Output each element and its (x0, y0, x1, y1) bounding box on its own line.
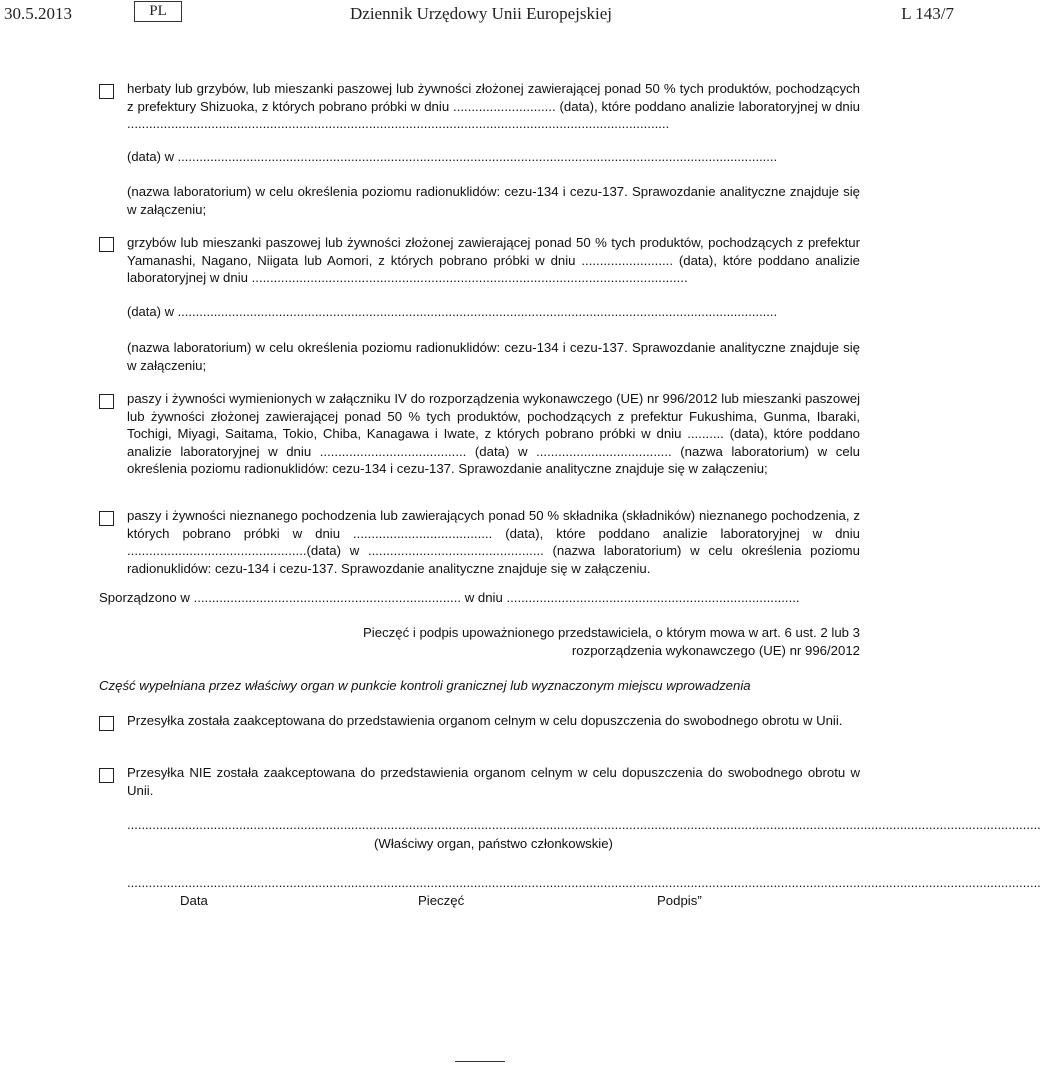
checkbox-shizuoka[interactable] (99, 84, 114, 99)
stamp-label: Pieczęć (418, 893, 465, 908)
footnote-separator (455, 1061, 505, 1062)
checkbox-rejected[interactable] (99, 768, 114, 783)
item-shizuoka-lab: (nazwa laboratorium) w celu określenia poziomu radionuklidów: cezu-134 i cezu-137. Sprawozdanie analityczne znajduje się w załączeniu; (127, 184, 860, 217)
authority-label: (Właściwy organ, państwo członkowskie) (374, 836, 613, 851)
signature-label: Podpis” (657, 893, 702, 908)
journal-title: Dziennik Urzędowy Unii Europejskiej (350, 4, 613, 23)
signature-caption-line2: rozporządzenia wykonawczego (UE) nr 996/2012 (571, 642, 860, 658)
item-yamanashi-text: grzybów lub mieszanki paszowej lub żywności złożonej zawierającej ponad 50 % tych produktów, pochodzących z prefektur Yamanashi, Nagano, Niigata lub Aomori, z których pobrano próbki w dniu ......................... (data), które poddano analizie laboratoryjnej w dniu ....................................................................................................................... (127, 235, 860, 285)
item-yamanashi-lab-date: (data) w ...................................................................................................................................................................... (127, 304, 778, 319)
place-date-line: Sporządzono w ......................................................................... w dniu ................................................................................ (99, 590, 800, 605)
checkbox-unknown-origin[interactable] (99, 511, 114, 526)
signature-dotted-line: ............................................................................................................................................................................................................................................................. (127, 875, 1041, 890)
language-badge: PL (134, 1, 182, 22)
accepted-text: Przesyłka została zaakceptowana do przedstawienia organom celnym w celu dopuszczenia do swobodnego obrotu w Unii. (127, 713, 843, 728)
item-shizuoka-text: herbaty lub grzybów, lub mieszanki paszowej lub żywności złożonej zawierającej ponad 50 % tych produktów, pochodzących z prefektury Shizuoka, z których pobrano próbki w dniu ............................ (data), które poddano analizie laboratoryjnej w dniu .................................................................................................................................................... (127, 81, 860, 131)
page-number: L 143/7 (901, 4, 954, 23)
rejected-text: Przesyłka NIE została zaakceptowana do przedstawienia organom celnym w celu dopuszczenia do swobodnego obrotu w Unii. (127, 765, 860, 798)
item-yamanashi-lab: (nazwa laboratorium) w celu określenia poziomu radionuklidów: cezu-134 i cezu-137. Sprawozdanie analityczne znajduje się w załączeniu; (127, 340, 860, 373)
signature-caption-line1: Pieczęć i podpis upoważnionego przedstawiciela, o którym mowa w art. 6 ust. 2 lub 3 (363, 625, 860, 640)
section-title: Część wypełniana przez właściwy organ w punkcie kontroli granicznej lub wyznaczonym miejscu wprowadzenia (99, 678, 751, 693)
item-unknown-origin-text: paszy i żywności nieznanego pochodzenia lub zawierających ponad 50 % składnika (składników) nieznanego pochodzenia, z których pobrano próbki w dniu ...................................... (data), które poddano analizie laboratoryjnej w dniu .................................................(data) w ................................................ (nazwa laboratorium) w celu określenia poziomu radionuklidów: cezu-134 i cezu-137. Sprawozdanie analityczne znajduje się w załączeniu. (127, 508, 860, 576)
item-shizuoka (127, 80, 860, 133)
checkbox-accepted[interactable] (99, 716, 114, 731)
authority-dotted-line: ............................................................................................................................................................................................................................................................. (127, 817, 1041, 832)
checkbox-yamanashi[interactable] (99, 237, 114, 252)
checkbox-fukushima[interactable] (99, 394, 114, 409)
item-yamanashi (127, 234, 860, 287)
date-label: Data (180, 893, 208, 908)
item-shizuoka-lab-date: (data) w ...................................................................................................................................................................... (127, 149, 778, 164)
item-fukushima-text: paszy i żywności wymienionych w załączniku IV do rozporządzenia wykonawczego (UE) nr 996/2012 lub mieszanki paszowej lub żywności złożonej zawierającej ponad 50 % tych produktów, pochodzących z prefektur Fukushima, Gunma, Ibaraki, Tochigi, Miyagi, Saitama, Tokio, Chiba, Kanagawa i Iwate, z których pobrano próbki w dniu .......... (data), które poddano analizie laboratoryjnej w dniu ........................................ (data) w ..................................... (nazwa laboratorium) w celu określenia poziomu radionuklidów: cezu-134 i cezu-137. Sprawozdanie analityczne znajduje się w załączeniu; (127, 391, 860, 476)
signature-caption (127, 624, 860, 659)
journal-date: 30.5.2013 (4, 4, 72, 23)
